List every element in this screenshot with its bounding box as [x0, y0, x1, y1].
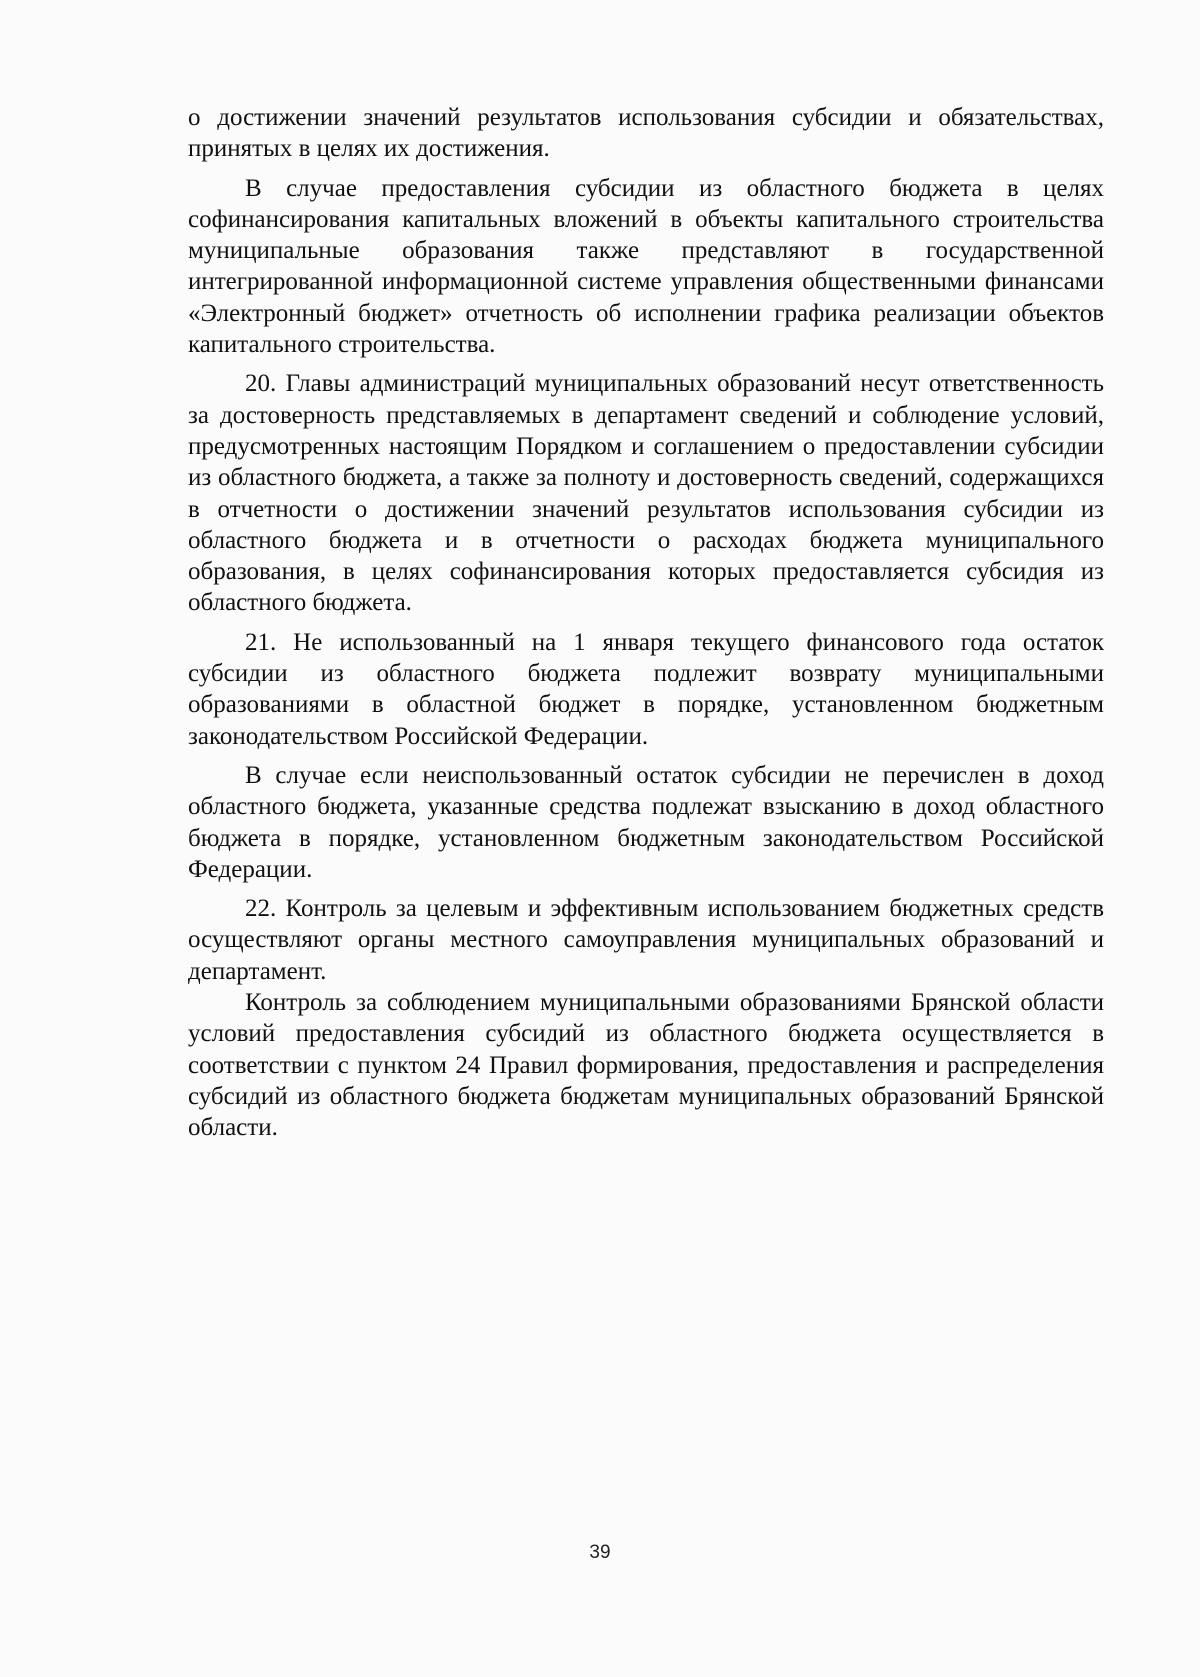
paragraph-item-22: 22. Контроль за целевым и эффективным использованием бюджетных средств осуществляют органы местного самоуправления муниципальных образований и департамент. — [188, 895, 1104, 985]
paragraph-unused-balance: В случае если неиспользованный остаток субсидии не перечислен в доход областного бюджета, указанные средства подлежат взысканию в доход областного бюджета в порядке, установленном бюджетным законодательством Российской Федерации. — [188, 761, 1104, 883]
paragraph-control-compliance: Контроль за соблюдением муниципальными образованиями Брянской области условий предоставления субсидий из областного бюджета осуществляется в соответствии с пунктом 24 Правил формирования, предоставления и распределения субсидий из областного бюджета бюджетам муниципальных образований Брянской области. — [188, 989, 1104, 1142]
paragraph-item-21: 21. Не использованный на 1 января текущего финансового года остаток субсидии из областного бюджета подлежит возврату муниципальными образованиями в областной бюджет в порядке, установленном бюджетным законодательством Российской Федерации. — [188, 628, 1104, 750]
page-number: 39 — [589, 1542, 611, 1563]
paragraph-continuation: о достижении значений результатов использования субсидии и обязательствах, принятых в целях их достижения. — [188, 104, 1104, 163]
paragraph-item-20: 20. Главы администраций муниципальных образований несут ответственность за достоверность представляемых в департамент сведений и соблюдение условий, предусмотренных настоящим Порядком и соглашением о предоставлении субсидии из областного бюджета, а также за полноту и достоверность сведений, содержащихся в отчетности о достижении значений результатов использования субсидии из областного бюджета и в отчетности о расходах бюджета муниципального образования, в целях софинансирования которых предоставляется субсидия из областного бюджета. — [188, 370, 1104, 617]
paragraph-capital-investment-reporting: В случае предоставления субсидии из областного бюджета в целях софинансирования капитальных вложений в объекты капитального строительства муниципальные образования также представляют в государственной интегрированной информационной системе управления общественными финансами «Электронный бюджет» отчетность об исполнении графика реализации объектов капитального строительства. — [188, 174, 1104, 359]
document-body — [188, 102, 1104, 1152]
